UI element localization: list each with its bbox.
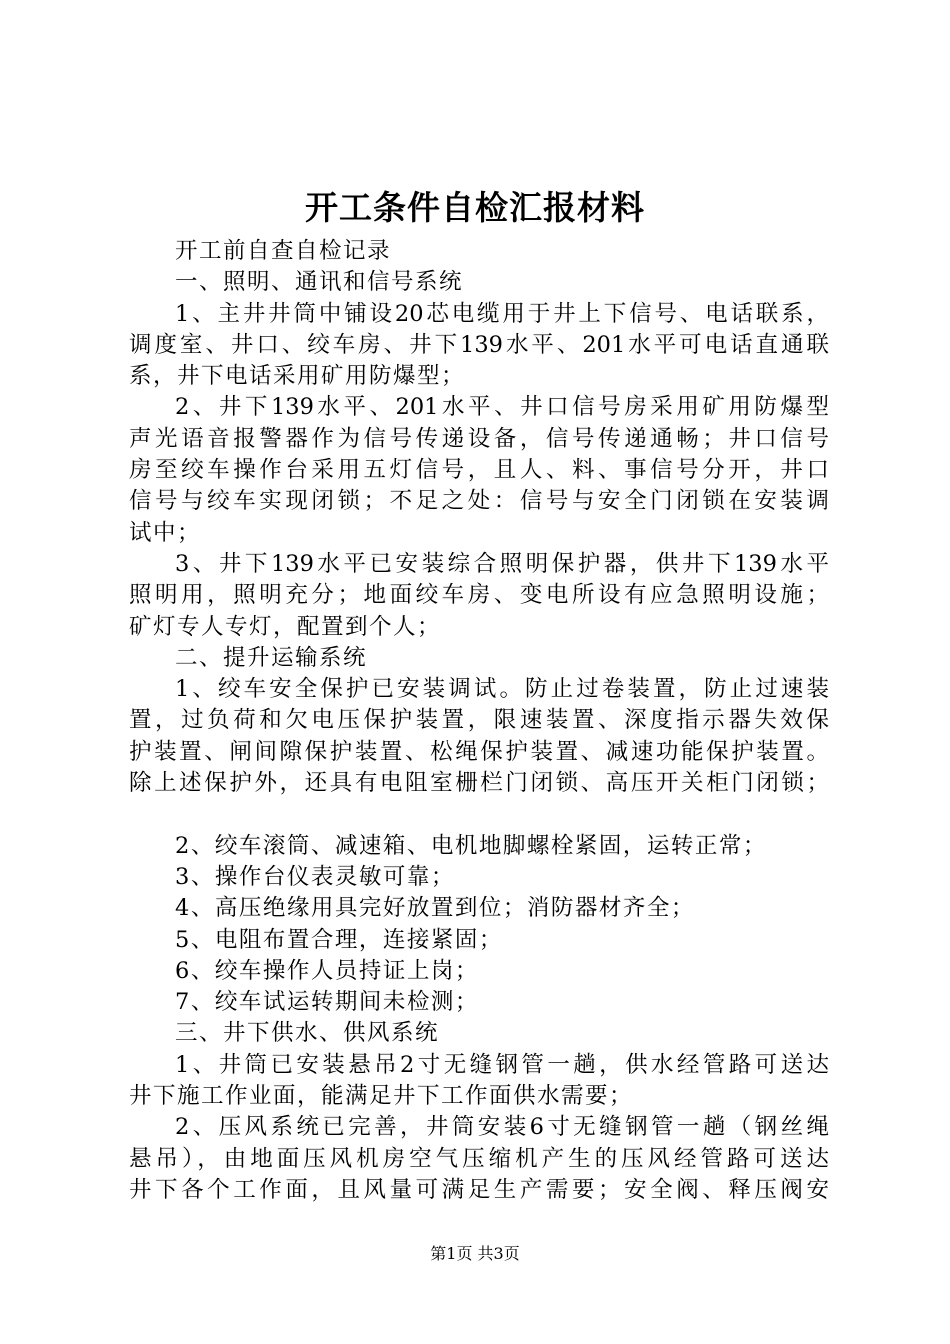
list-item: 6、绞车操作人员持证上岗； xyxy=(175,957,479,984)
document-body xyxy=(129,236,829,1206)
paragraph-line: 照明用，照明充分；地面绞车房、变电所设有应急照明设施； xyxy=(129,582,829,609)
paragraph-line: 悬吊），由地面压风机房空气压缩机产生的压风经管路可送达 xyxy=(129,1145,829,1172)
paragraph-line: 系，井下电话采用矿用防爆型； xyxy=(129,363,466,390)
page-footer: 第1页 共3页 xyxy=(430,1244,520,1263)
list-item: 2、绞车滚筒、减速箱、电机地脚螺栓紧固，运转正常； xyxy=(175,832,767,859)
paragraph-line: 1、井筒已安装悬吊2寸无缝钢管一趟，供水经管路可送达 xyxy=(175,1051,829,1078)
paragraph-line: 信号与绞车实现闭锁；不足之处：信号与安全门闭锁在安装调 xyxy=(129,488,829,515)
paragraph-line: 置，过负荷和欠电压保护装置，限速装置、深度指示器失效保 xyxy=(129,707,829,734)
paragraph-line: 3、井下139水平已安装综合照明保护器，供井下139水平 xyxy=(175,550,829,577)
list-item: 4、高压绝缘用具完好放置到位；消防器材齐全； xyxy=(175,895,695,922)
paragraph-line: 2、井下139水平、201水平、井口信号房采用矿用防爆型 xyxy=(175,394,829,421)
document-title: 开工条件自检汇报材料 xyxy=(305,188,645,227)
paragraph-line: 除上述保护外，还具有电阻室栅栏门闭锁、高压开关柜门闭锁； xyxy=(129,770,829,797)
list-item: 7、绞车试运转期间未检测； xyxy=(175,989,479,1016)
paragraph-line: 井下施工作业面，能满足井下工作面供水需要； xyxy=(129,1083,634,1110)
section-heading: 一、照明、通讯和信号系统 xyxy=(175,269,464,296)
list-item: 3、操作台仪表灵敏可靠； xyxy=(175,863,455,890)
paragraph-line: 井下各个工作面，且风量可满足生产需要；安全阀、释压阀安 xyxy=(129,1176,829,1203)
paragraph-line: 1、主井井筒中铺设20芯电缆用于井上下信号、电话联系， xyxy=(175,300,829,327)
paragraph-line: 试中； xyxy=(129,519,202,546)
paragraph-line: 房至绞车操作台采用五灯信号，且人、料、事信号分开，井口 xyxy=(129,457,829,484)
section-intro: 开工前自查自检记录 xyxy=(175,238,392,264)
paragraph-line: 调度室、井口、绞车房、井下139水平、201水平可电话直通联 xyxy=(129,331,829,358)
list-item: 5、电阻布置合理，连接紧固； xyxy=(175,926,503,953)
section-heading: 三、井下供水、供风系统 xyxy=(175,1020,440,1047)
blank-line xyxy=(129,799,829,830)
section-heading: 二、提升运输系统 xyxy=(175,644,368,671)
paragraph-line: 1、绞车安全保护已安装调试。防止过卷装置，防止过速装 xyxy=(175,676,829,703)
paragraph-line: 矿灯专人专灯，配置到个人； xyxy=(129,613,442,640)
paragraph-line: 声光语音报警器作为信号传递设备，信号传递通畅；井口信号 xyxy=(129,425,829,452)
paragraph-line: 护装置、闸间隙保护装置、松绳保护装置、减速功能保护装置。 xyxy=(129,738,829,765)
paragraph-line: 2、压风系统已完善，井筒安装6寸无缝钢管一趟（钢丝绳 xyxy=(175,1114,829,1141)
